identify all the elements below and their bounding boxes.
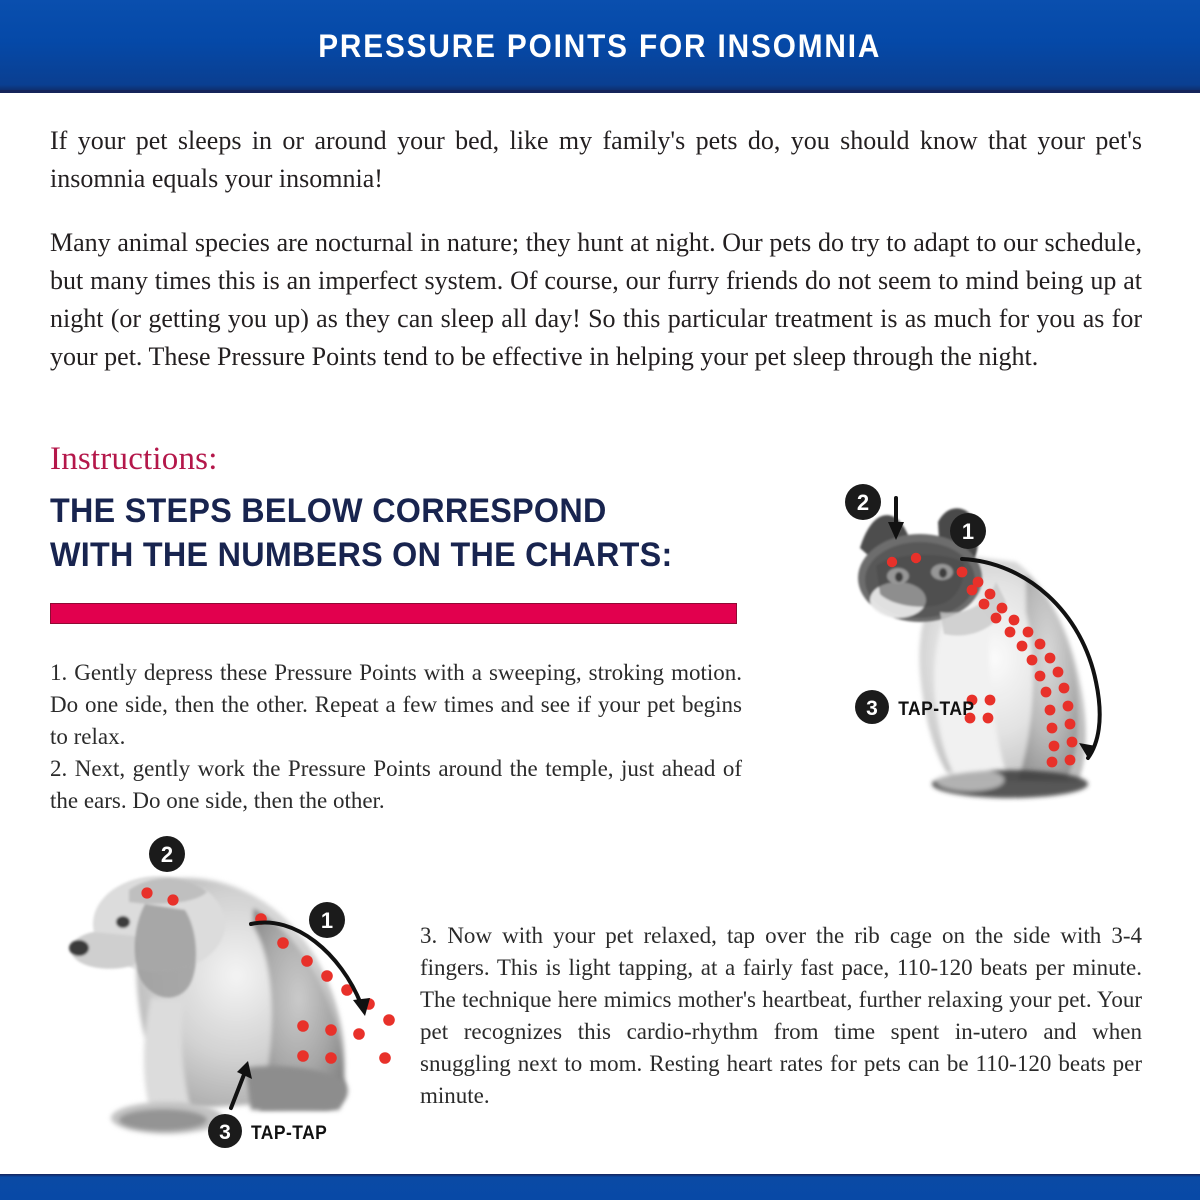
step-3-text: 3. Now with your pet relaxed, tap over the rib cage on the side with 3-4 fingers. This is light tapping, at a fairly fast pace, 110-120 beats per minute. The technique here mimics mother's heartbeat, further relaxing your pet. Your pet recognizes this cardio-rhythm from time spent in-utero and when snuggling next to mom. Resting heart rates for pets can be 110-120 beats per minute. xyxy=(420,923,1142,1108)
cat-marker-2 xyxy=(845,484,881,520)
page-footer-band xyxy=(0,1174,1200,1200)
dog-tap-tap-label: TAP-TAP xyxy=(250,1121,328,1144)
page-title: PRESSURE POINTS FOR INSOMNIA xyxy=(318,27,882,64)
step-1-text: 1. Gently depress these Pressure Points with a sweeping, stroking motion. Do one side, then the other. Repeat a few times and see if your pet begins to relax. xyxy=(50,660,742,749)
cat-tap-tap-label: TAP-TAP xyxy=(898,697,975,720)
intro-paragraph-1: If your pet sleeps in or around your bed, like my family's pets do, you should know that your pet's insomnia equals your insomnia! xyxy=(50,126,1142,193)
page-header-band xyxy=(0,0,1200,92)
cat-marker-3 xyxy=(855,690,889,724)
instructions-label: Instructions: xyxy=(50,441,218,477)
step-2-text: 2. Next, gently work the Pressure Points around the temple, just ahead of the ears. Do one side, then the other. xyxy=(50,756,742,813)
steps-right-block xyxy=(420,920,1142,1112)
intro-text-block xyxy=(50,122,1142,376)
svg-text:1: 1 xyxy=(320,908,334,933)
accent-divider-bar xyxy=(50,603,737,624)
svg-text:1: 1 xyxy=(961,519,975,544)
cat-marker-1 xyxy=(950,513,986,549)
svg-text:3: 3 xyxy=(866,697,878,720)
dog-marker-2 xyxy=(149,836,185,872)
svg-text:3: 3 xyxy=(219,1121,231,1144)
dog-illustration xyxy=(55,818,405,1160)
cat-illustration xyxy=(820,462,1180,812)
steps-heading-line-1: THE STEPS BELOW CORRESPOND xyxy=(50,492,607,530)
intro-paragraph-2: Many animal species are nocturnal in nature; they hunt at night. Our pets do try to adapt to our schedule, but many times this is an imperfect system. Of course, our furry friends do not seem to mind being up at night (or getting you up) as they can sleep all day! So this particular treatment is as much for you as for your pet. These Pressure Points tend to be effective in helping your pet sleep through the night. xyxy=(50,228,1142,371)
dog-marker-3 xyxy=(208,1114,242,1148)
svg-text:2: 2 xyxy=(160,842,174,867)
steps-heading-line-2: WITH THE NUMBERS ON THE CHARTS: xyxy=(50,536,673,574)
steps-left-block xyxy=(50,657,742,817)
header-divider-rule xyxy=(0,90,1200,93)
steps-heading xyxy=(50,489,715,577)
svg-text:2: 2 xyxy=(856,490,870,515)
dog-marker-1 xyxy=(309,902,345,938)
